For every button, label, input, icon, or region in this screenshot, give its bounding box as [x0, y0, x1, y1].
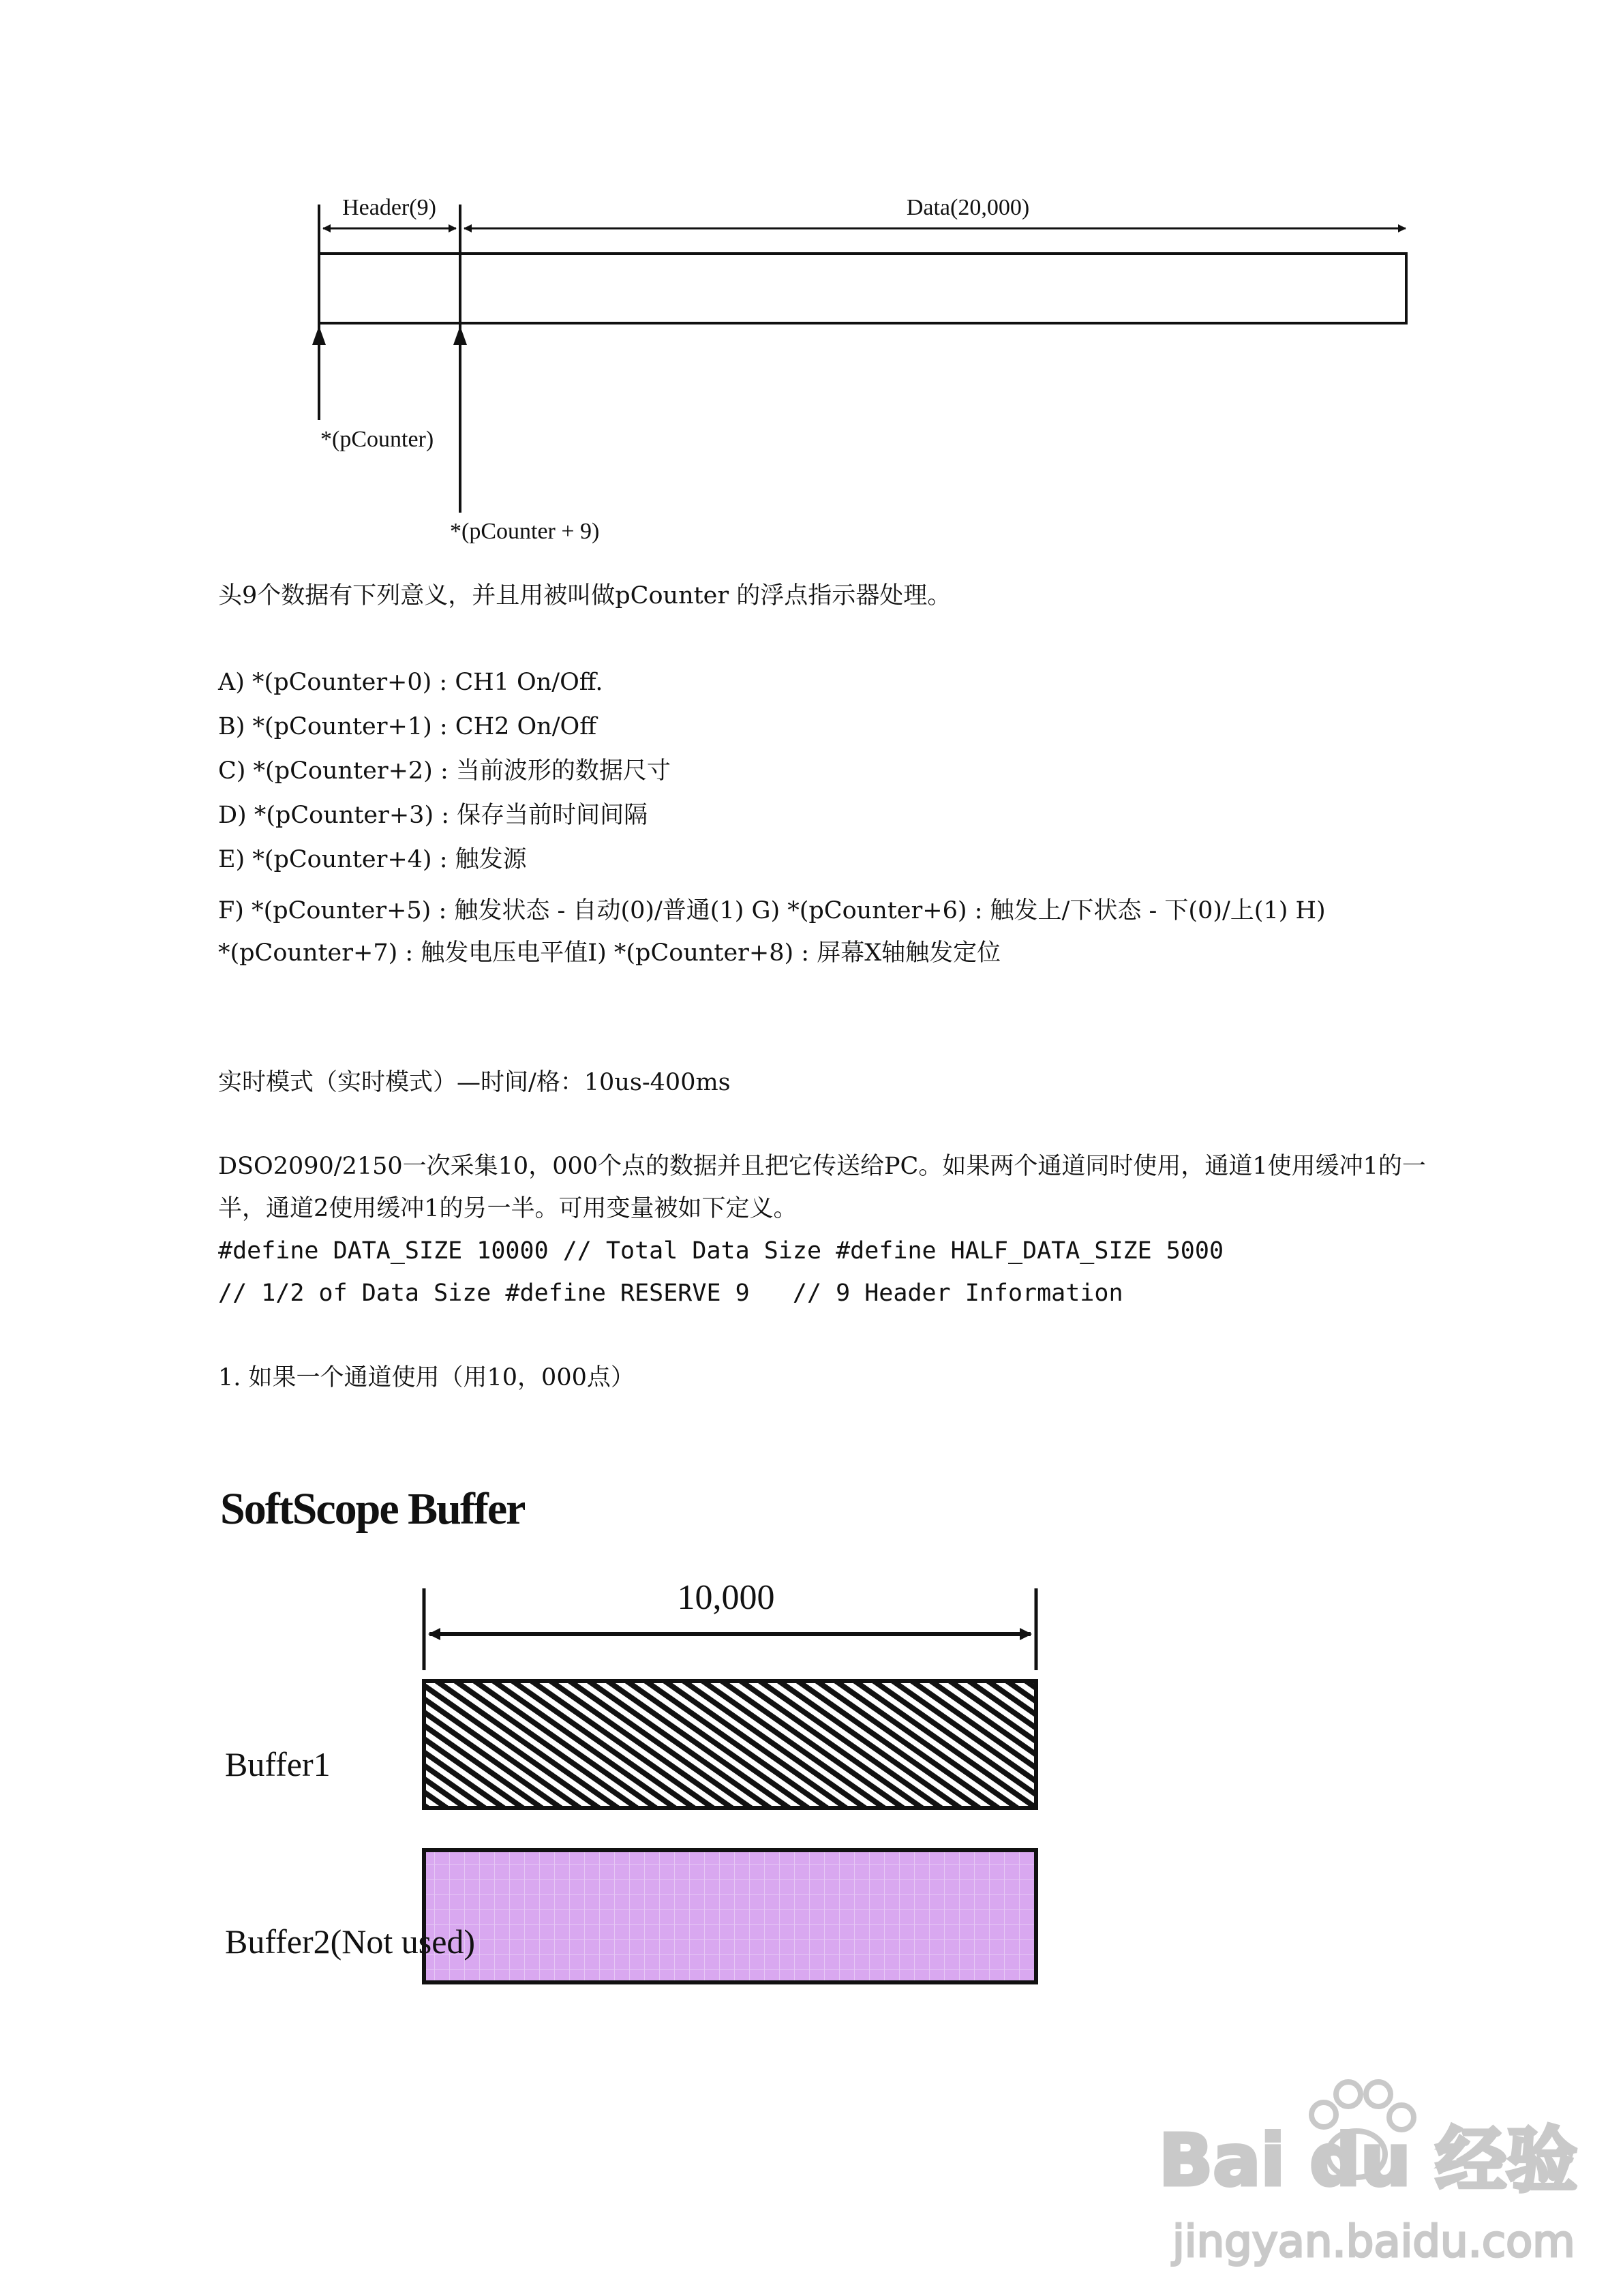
code-line: // 1/2 of Data Size #define RESERVE 9 // 9 Header Information	[218, 1280, 1123, 1307]
list-item: C) *(pCounter+2) : 当前波形的数据尺寸	[218, 757, 671, 785]
list-item-run: F) *(pCounter+5) : 触发状态 - 自动(0)/普通(1) G) *(pCounter+6) : 触发上/下状态 - 下(0)/上(1) H)	[218, 897, 1326, 924]
list-item-run: *(pCounter+7) : 触发电压电平值I) *(pCounter+8) : 屏幕X轴触发定位	[218, 939, 1001, 967]
width-label: 10,000	[677, 1578, 775, 1617]
pointer-start-label: *(pCounter)	[320, 427, 434, 452]
buffer1-block	[424, 1681, 1036, 1808]
watermark-brand: Bai du 经验	[1159, 2119, 1577, 2202]
paragraph-line: DSO2090/2150一次采集10，000个点的数据并且把它传送给PC。如果两个通道同时使用，通道1使用缓冲1的一	[218, 1153, 1426, 1180]
intro-text: 头9个数据有下列意义，并且用被叫做pCounter 的浮点指示器处理。	[218, 582, 952, 609]
softscope-buffer-diagram	[0, 1445, 1623, 2004]
diagram-title: SoftScope Buffer	[220, 1484, 525, 1534]
pointer-offset-arrowhead	[453, 326, 467, 345]
paragraph-line: 半，通道2使用缓冲1的另一半。可用变量被如下定义。	[218, 1195, 798, 1222]
watermark-url: jingyan.baidu.com	[1172, 2217, 1575, 2267]
buffer2-label: Buffer2(Not used)	[225, 1922, 476, 1961]
list-item: B) *(pCounter+1) : CH2 On/Off	[218, 713, 597, 740]
realtime-heading: 实时模式（实时模式）—时间/格：10us-400ms	[218, 1069, 731, 1096]
case-heading: 1. 如果一个通道使用（用10，000点）	[218, 1364, 635, 1391]
list-item: A) *(pCounter+0) : CH1 On/Off.	[218, 669, 603, 696]
data-label: Data(20,000)	[906, 195, 1030, 220]
code-line: #define DATA_SIZE 10000 // Total Data Size #define HALF_DATA_SIZE 5000	[218, 1237, 1224, 1265]
data-buffer-box	[319, 254, 1406, 323]
pointer-start-arrowhead	[312, 326, 326, 345]
list-item: E) *(pCounter+4) : 触发源	[218, 846, 527, 873]
buffer2-block	[424, 1850, 1036, 1982]
list-item: D) *(pCounter+3) : 保存当前时间间隔	[218, 802, 648, 829]
pointer-offset-label: *(pCounter + 9)	[450, 519, 600, 544]
data-layout-diagram	[0, 0, 1623, 559]
buffer1-label: Buffer1	[225, 1745, 331, 1783]
header-label: Header(9)	[342, 195, 436, 220]
baidu-jingyan-watermark	[1132, 2052, 1609, 2277]
